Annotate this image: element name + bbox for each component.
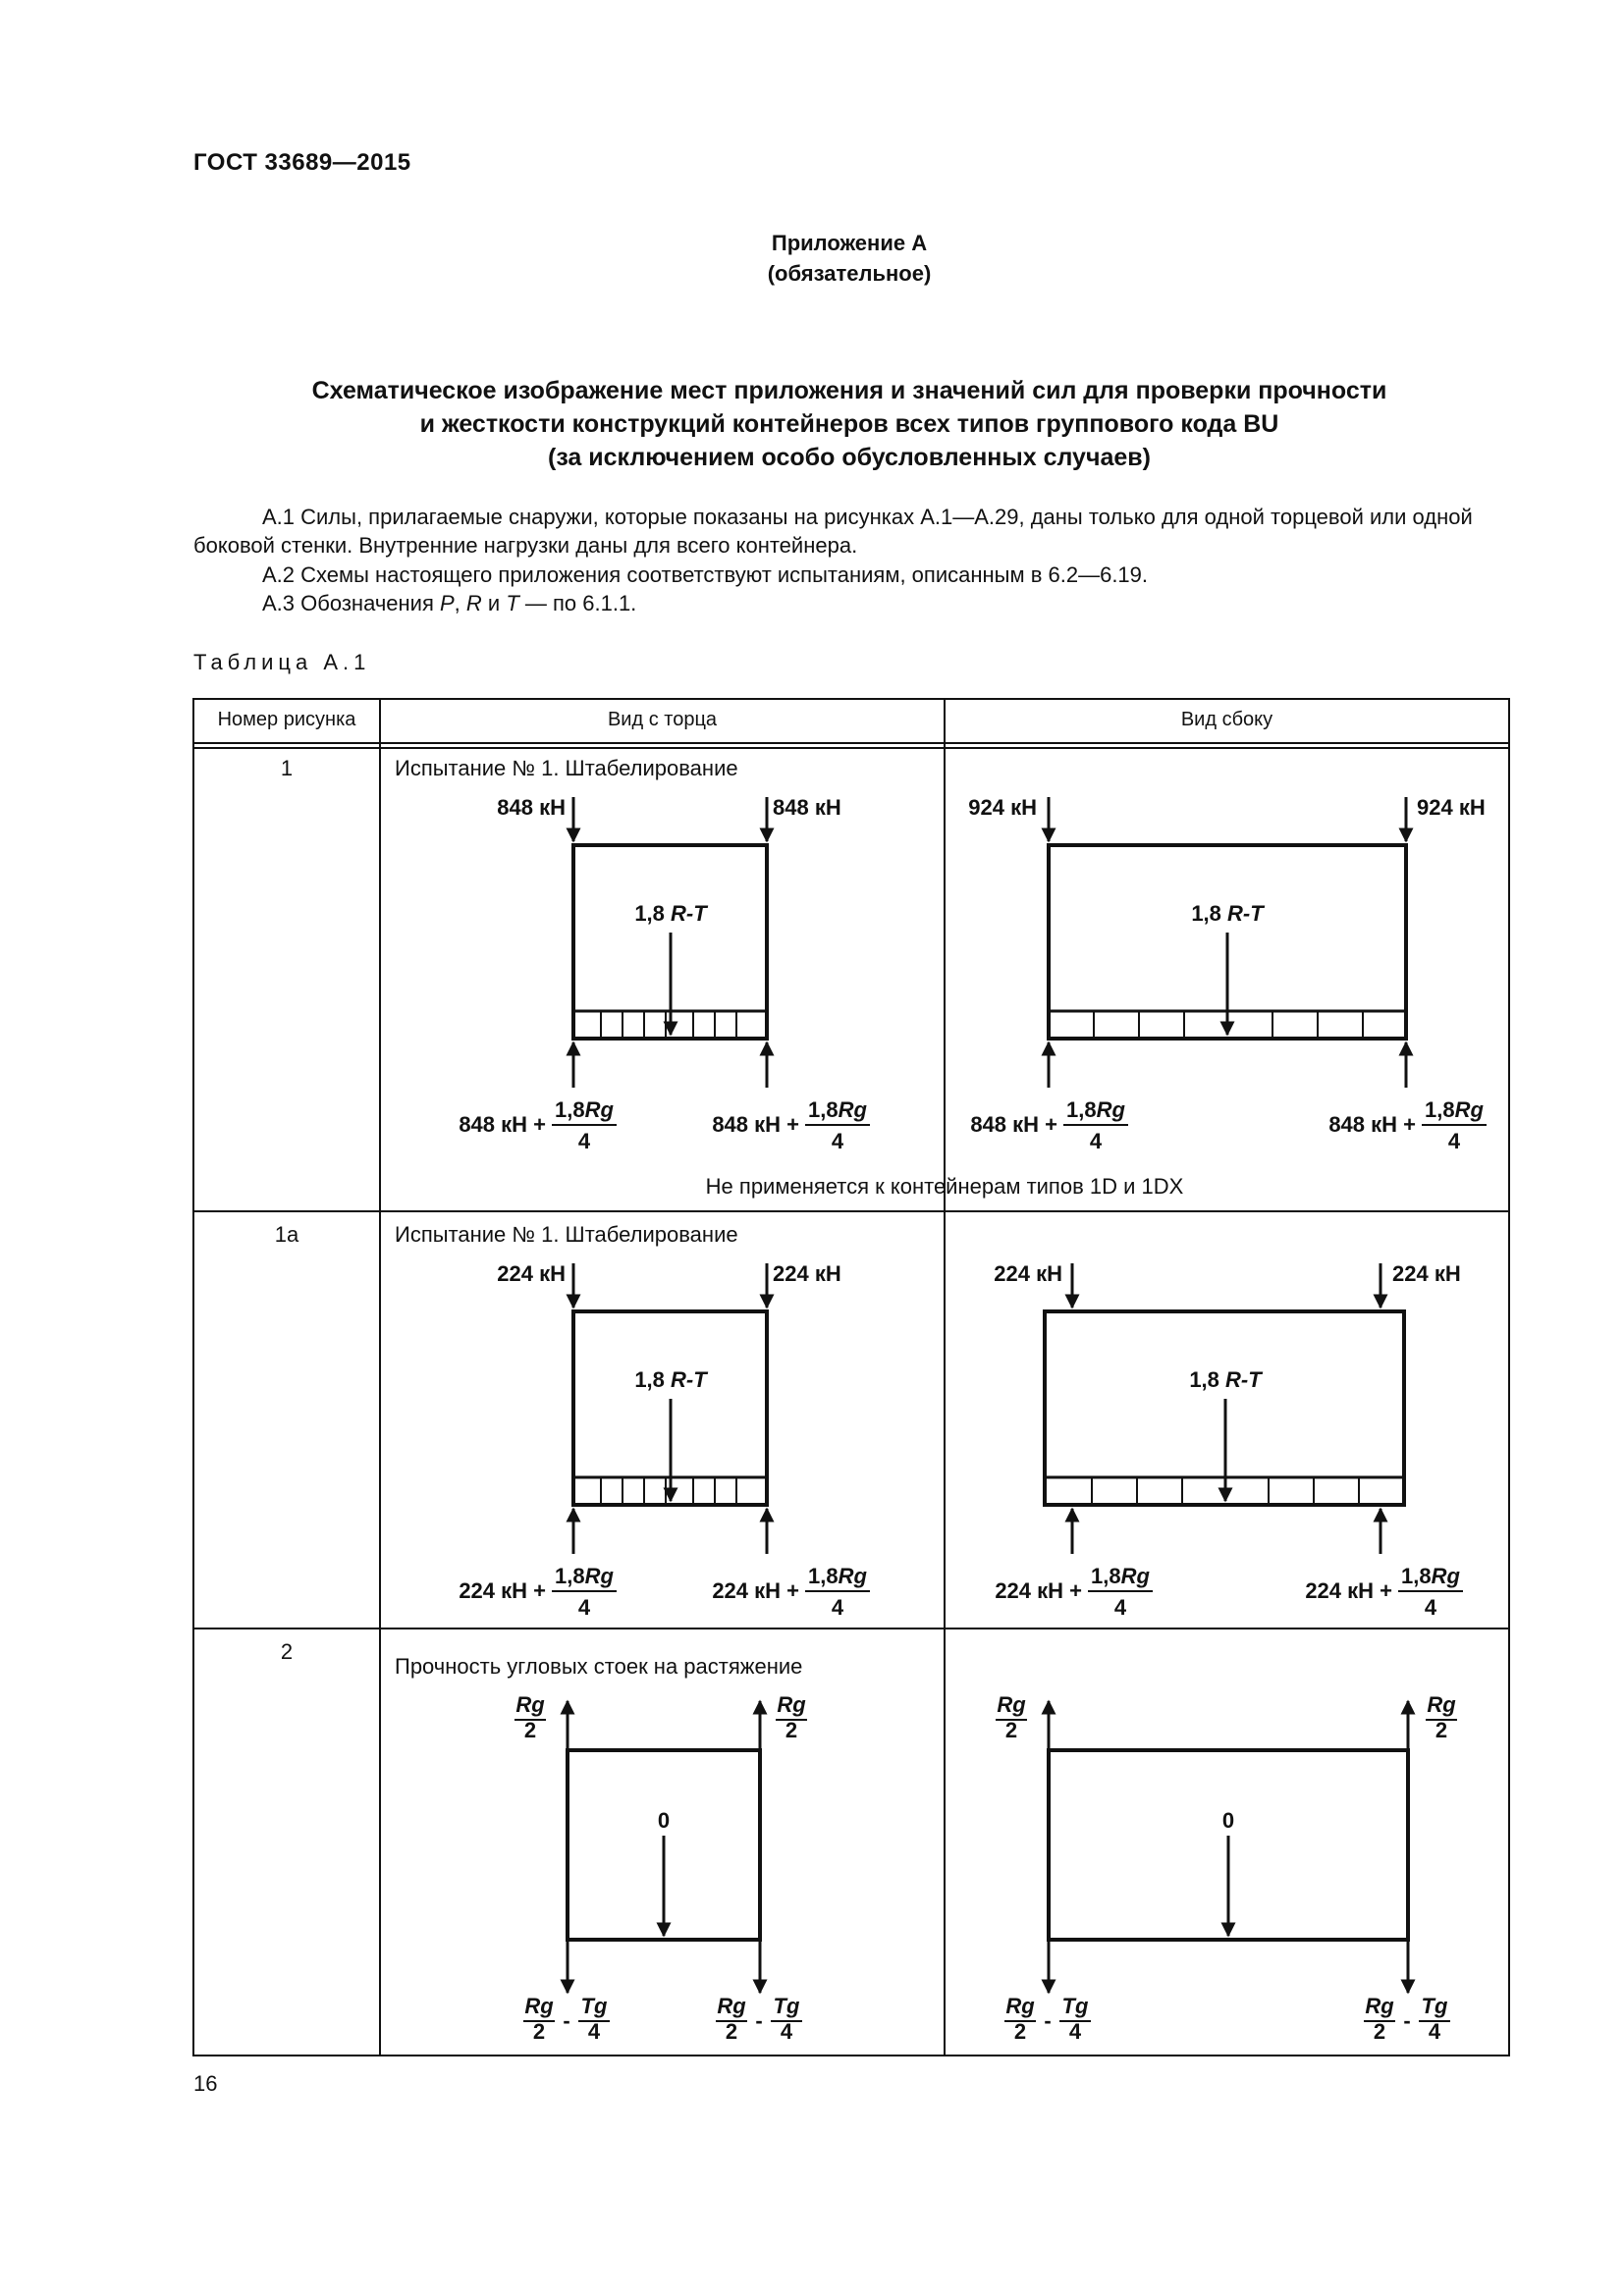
row1a-end-center-load: 1,8 R-T	[634, 1367, 707, 1392]
appendix-status: (обязательное)	[767, 261, 932, 286]
row1a-side-bottom-left-frac-num: 1,8Rg	[1091, 1564, 1150, 1588]
column-header-end-view: Вид с торца	[607, 709, 718, 730]
row1a-side-center-load: 1,8 R-T	[1189, 1367, 1262, 1392]
row1-number: 1	[280, 756, 294, 780]
row1a-side-view-diagram	[1045, 1263, 1404, 1554]
row2-end-br-a-den: 2	[725, 2019, 738, 2044]
row1a-end-view-diagram	[573, 1263, 767, 1554]
row1-end-top-right-load: 848 кН	[773, 795, 841, 820]
row1-end-bottom-right-frac-den: 4	[831, 1129, 844, 1153]
row1a-side-bottom-right-frac-den: 4	[1424, 1595, 1437, 1620]
document-id: ГОСТ 33689—2015	[193, 149, 411, 176]
row1a-end-bottom-right-prefix: 224 кН +	[712, 1578, 799, 1603]
row2-end-top-left-den: 2	[523, 1718, 537, 1742]
row2-end-top-right-num: Rg	[777, 1692, 806, 1717]
row2-end-br-b-num: Tg	[773, 1994, 800, 2018]
paragraph-a2: А.2 Схемы настоящего приложения соответствуют испытаниям, описанным в 6.2—6.19.	[262, 562, 1149, 587]
row2-end-bl-a-den: 2	[532, 2019, 546, 2044]
row1-side-bottom-right-frac-den: 4	[1447, 1129, 1461, 1153]
row1a-end-bottom-right-frac-den: 4	[831, 1595, 844, 1620]
row1a-side-top-left-load: 224 кН	[994, 1261, 1062, 1286]
main-title-line-3: (за исключением особо обусловленных случаев)	[548, 444, 1151, 471]
row1-side-top-left-load: 924 кН	[968, 795, 1037, 820]
main-title-line-1: Схематическое изображение мест приложения и значений сил для проверки прочности	[311, 377, 1387, 404]
row1a-end-bottom-left-frac-num: 1,8Rg	[555, 1564, 614, 1588]
row2-end-br-minus: -	[755, 2008, 763, 2033]
row2-end-bl-a-num: Rg	[524, 1994, 554, 2018]
appendix-name: Приложение А	[771, 231, 928, 255]
row2-number: 2	[280, 1639, 294, 1664]
row1-side-center-load: 1,8 R-T	[1191, 901, 1264, 926]
paragraph-a1: А.1 Силы, прилагаемые снаружи, которые показаны на рисунках А.1—А.29, даны только для одной торцевой или одной боковой стенки. Внутренние нагрузки даны для всего контейнера.	[193, 505, 1473, 558]
row1-side-top-right-load: 924 кН	[1417, 795, 1486, 820]
row1a-end-bottom-left-frac-den: 4	[577, 1595, 591, 1620]
column-header-number: Номер рисунка	[217, 709, 356, 730]
row1-end-center-load: 1,8 R-T	[634, 901, 707, 926]
row2-end-top-right-den: 2	[785, 1718, 798, 1742]
row1a-side-top-right-load: 224 кН	[1392, 1261, 1461, 1286]
row2-side-bl-a-den: 2	[1013, 2019, 1027, 2044]
row1a-number: 1а	[274, 1222, 299, 1247]
row1-side-bottom-left-prefix: 848 кН +	[970, 1112, 1057, 1137]
row2-title: Прочность угловых стоек на растяжение	[395, 1654, 803, 1679]
row1-end-bottom-left-frac-den: 4	[577, 1129, 591, 1153]
row2-end-top-left-num: Rg	[515, 1692, 545, 1717]
table-caption: Таблица А.1	[193, 650, 371, 674]
row2-side-bl-b-num: Tg	[1061, 1994, 1089, 2018]
row2-side-br-minus: -	[1403, 2008, 1411, 2033]
main-title-line-2: и жесткости конструкций контейнеров всех типов группового кода BU	[419, 410, 1279, 438]
row1-end-bottom-right-frac-num: 1,8Rg	[808, 1097, 867, 1122]
row1-end-bottom-left-prefix: 848 кН +	[459, 1112, 546, 1137]
row2-side-bl-a-num: Rg	[1005, 1994, 1035, 2018]
row2-side-view-diagram	[1049, 1701, 1408, 1993]
row2-end-br-a-num: Rg	[717, 1994, 746, 2018]
row2-side-bl-b-den: 4	[1068, 2019, 1082, 2044]
row1a-side-bottom-right-frac-num: 1,8Rg	[1401, 1564, 1460, 1588]
row2-side-center-load: 0	[1221, 1808, 1235, 1833]
row1a-end-top-left-load: 224 кН	[497, 1261, 566, 1286]
row2-side-top-right-den: 2	[1435, 1718, 1448, 1742]
page-number: 16	[193, 2071, 218, 2096]
row2-end-bl-b-den: 4	[587, 2019, 601, 2044]
row2-end-bl-b-num: Tg	[580, 1994, 608, 2018]
row1a-side-bottom-left-frac-den: 4	[1113, 1595, 1127, 1620]
row1-side-bottom-left-frac-num: 1,8Rg	[1066, 1097, 1125, 1122]
row2-side-top-left-num: Rg	[997, 1692, 1026, 1717]
table-grid	[193, 699, 1509, 2056]
row2-end-bl-minus: -	[563, 2008, 570, 2033]
row1-end-bottom-left-frac-num: 1,8Rg	[555, 1097, 614, 1122]
fraction-bars	[514, 1125, 1487, 2021]
paragraph-a3: А.3 Обозначения P, R и T — по 6.1.1.	[262, 591, 637, 615]
row1a-title: Испытание № 1. Штабелирование	[395, 1222, 738, 1247]
row1a-side-bottom-left-prefix: 224 кН +	[995, 1578, 1082, 1603]
row1-title: Испытание № 1. Штабелирование	[395, 756, 738, 780]
row2-side-bl-minus: -	[1044, 2008, 1052, 2033]
column-header-side-view: Вид сбоку	[1180, 709, 1273, 730]
row1a-side-bottom-right-prefix: 224 кН +	[1305, 1578, 1392, 1603]
row2-side-top-right-num: Rg	[1427, 1692, 1456, 1717]
row1-note: Не применяется к контейнерам типов 1D и 1DX	[705, 1174, 1184, 1199]
row1-side-bottom-right-frac-num: 1,8Rg	[1425, 1097, 1484, 1122]
row1a-end-top-right-load: 224 кН	[773, 1261, 841, 1286]
row1-end-top-left-load: 848 кН	[497, 795, 566, 820]
row1a-end-bottom-left-prefix: 224 кН +	[459, 1578, 546, 1603]
row1-side-bottom-right-prefix: 848 кН +	[1328, 1112, 1416, 1137]
row2-side-br-b-num: Tg	[1421, 1994, 1448, 2018]
row2-side-br-a-den: 2	[1373, 2019, 1386, 2044]
row2-end-view-diagram	[568, 1701, 760, 1993]
row1-side-bottom-left-frac-den: 4	[1089, 1129, 1103, 1153]
row2-end-br-b-den: 4	[780, 2019, 793, 2044]
row2-end-center-load: 0	[657, 1808, 671, 1833]
row1-end-view-diagram	[573, 797, 767, 1088]
row1-end-bottom-right-prefix: 848 кН +	[712, 1112, 799, 1137]
row2-side-top-left-den: 2	[1004, 1718, 1018, 1742]
row1-side-view-diagram	[1049, 797, 1406, 1088]
row2-side-br-b-den: 4	[1428, 2019, 1441, 2044]
row2-side-br-a-num: Rg	[1365, 1994, 1394, 2018]
row1a-end-bottom-right-frac-num: 1,8Rg	[808, 1564, 867, 1588]
